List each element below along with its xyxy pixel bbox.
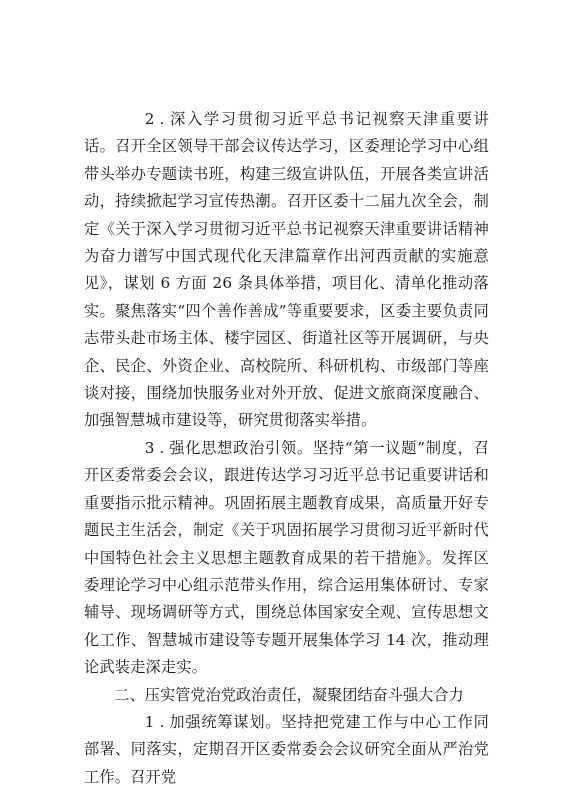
- paragraph-text: 加强统筹谋划。坚持把党建工作与中心工作同部署、同落实，定期召开区委常委会会议研究全面从严治党工作。召开党: [84, 712, 489, 786]
- paragraph-item-1: [84, 709, 489, 791]
- paragraph-text: 强化思想政治引领。坚持“第一议题”制度，召开区委常委会会议，跟进传达学习习近平总书记重要讲话和重要指示批示精神。巩固拓展主题教育成果，高质量开好专题民主生活会，制定《关于巩固拓展学习贯彻习近平新时代中国特色社会主义思想主题教育成果的若干措施》。发挥区委理论学习中心组示范带头作用，综合运用集体研讨、专家辅导、现场调研等方式，围绕总体国家安全观、宣传思想文化工作、智慧城市建设等专题开展集体学习 14 次，推动理论武装走深走实。: [84, 438, 489, 677]
- paragraph-item-3: [84, 435, 489, 682]
- item-number: 3 .: [144, 438, 165, 457]
- section-heading: [84, 682, 489, 709]
- section-heading-text: 二、压实管党治党政治责任，凝聚团结奋斗强大合力: [114, 685, 464, 704]
- item-number: 2 .: [144, 110, 165, 128]
- paragraph-text: 深入学习贯彻习近平总书记视察天津重要讲话。召开全区领导干部会议传达学习，区委理论学习中心组带头举办专题读书班，构建三级宣讲队伍，开展各类宣讲活动，持续掀起学习宣传热潮。召开区委十二届九次全会，制定《关于深入学习贯彻习近平总书记视察天津重要讲话精神为奋力谱写中国式现代化天津篇章作出河西贡献的实施意见》，谋划 6 方面 26 条具体举措，项目化、清单化推动落实。聚焦落实“四个善作善成”等重要要求，区委主要负责同志带头赴市场主体、楼宇园区、街道社区等开展调研，与央企、民企、外资企业、高校院所、科研机构、市级部门等座谈对接，围绕加快服务业对外开放、促进文旅商深度融合、加强智慧城市建设等，研究贯彻落实举措。: [84, 110, 489, 430]
- document-body: [84, 106, 489, 791]
- item-number: 1 .: [144, 712, 165, 731]
- paragraph-item-2: [84, 106, 489, 435]
